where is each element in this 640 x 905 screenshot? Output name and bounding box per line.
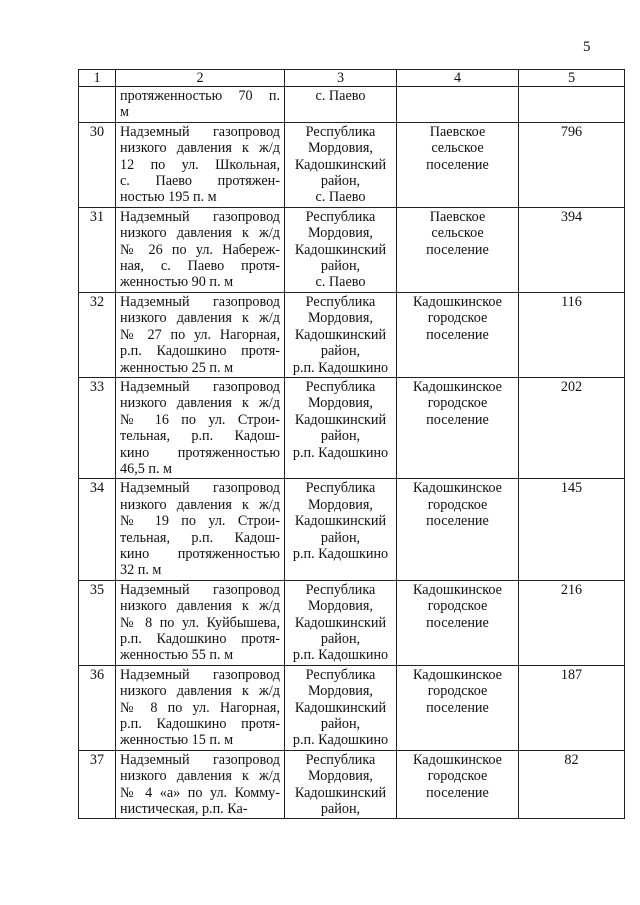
object-location-line: район, <box>320 428 361 445</box>
object-description-line: тельная, р.п. Кадош- <box>120 428 280 445</box>
object-description-line: р.п. Кадошкино протя- <box>120 343 280 360</box>
object-location-line: Республика <box>305 480 376 497</box>
object-location-line: с. Паево <box>315 88 366 104</box>
settlement-line: поселение <box>426 326 489 343</box>
row-number: 37 <box>79 750 116 819</box>
settlement <box>397 377 519 478</box>
object-description <box>116 750 285 819</box>
object-location-line: район, <box>320 258 361 275</box>
object-location <box>285 207 397 292</box>
object-location-line: Мордовия, <box>308 225 373 242</box>
object-description <box>116 87 285 123</box>
object-location <box>285 479 397 580</box>
settlement-line: поселение <box>426 513 489 530</box>
object-description-line: № 8 по ул. Нагорная, <box>120 699 280 716</box>
object-description-line: Надземный газопровод <box>120 751 280 768</box>
row-number: 34 <box>79 479 116 580</box>
object-description-line: № 8 по ул. Куйбышева, <box>120 614 280 631</box>
object-location-line: район, <box>320 529 361 546</box>
row-number <box>79 87 116 123</box>
object-location <box>285 122 397 207</box>
object-location <box>285 377 397 478</box>
object-description-line: р.п. Кадошкино протя- <box>120 631 280 647</box>
object-description-line: 46,5 п. м <box>120 460 173 477</box>
settlement-line: Кадошкинское <box>413 581 502 598</box>
table-row <box>79 292 625 377</box>
object-location-line: Республика <box>305 751 376 768</box>
object-description-line: 32 п. м <box>120 562 162 579</box>
object-location-line: р.п. Кадошкино <box>292 732 389 749</box>
settlement-line: Паевское <box>429 208 486 225</box>
object-location-line: с. Паево <box>315 189 366 206</box>
object-location-line: Кадошкинский <box>294 784 387 801</box>
object-location-line: Республика <box>305 666 376 683</box>
object-description-line: низкого давления к ж/д <box>120 225 280 242</box>
object-description <box>116 580 285 665</box>
settlement-line: сельское <box>431 140 484 157</box>
object-description-line: Надземный газопровод <box>120 480 280 497</box>
header-col-1: 1 <box>79 70 116 87</box>
object-description-line: женностью 90 п. м <box>120 274 234 291</box>
object-description-line: Надземный газопровод <box>120 123 280 140</box>
object-description-line: низкого давления к ж/д <box>120 310 280 327</box>
object-description-line: кино протяженностью <box>120 444 280 461</box>
object-location-line: Кадошкинский <box>294 241 387 258</box>
settlement-line: поселение <box>426 699 489 716</box>
header-col-5: 5 <box>519 70 625 87</box>
object-location-line: Кадошкинский <box>294 513 387 530</box>
settlement <box>397 750 519 819</box>
object-value: 145 <box>519 479 625 580</box>
settlement-line: Паевское <box>429 123 486 140</box>
row-number: 31 <box>79 207 116 292</box>
object-description-line: тельная, р.п. Кадош- <box>120 529 280 546</box>
object-description-line: женностью 55 п. м <box>120 647 234 664</box>
row-number: 32 <box>79 292 116 377</box>
object-location <box>285 87 397 123</box>
object-location <box>285 665 397 750</box>
object-description-line: женностью 15 п. м <box>120 732 234 749</box>
settlement-line: поселение <box>426 241 489 258</box>
object-description-line: Надземный газопровод <box>120 208 280 225</box>
row-number: 30 <box>79 122 116 207</box>
table-row <box>79 122 625 207</box>
object-location-line: Кадошкинский <box>294 699 387 716</box>
settlement <box>397 122 519 207</box>
object-location-line: р.п. Кадошкино <box>292 444 389 461</box>
object-location-line: район, <box>320 716 361 733</box>
settlement-line: Кадошкинское <box>413 666 502 683</box>
settlement-line: Кадошкинское <box>413 293 502 310</box>
object-location-line: район, <box>320 631 361 647</box>
settlement <box>397 87 519 123</box>
object-description-line: № 4 «а» по ул. Комму- <box>120 784 280 801</box>
object-description-line: № 16 по ул. Строи- <box>120 411 280 428</box>
table-header <box>79 70 625 87</box>
object-location-line: Республика <box>305 293 376 310</box>
object-description-line: кино протяженностью <box>120 545 280 562</box>
table-row <box>79 207 625 292</box>
header-row <box>79 70 625 87</box>
settlement-line: Кадошкинское <box>413 378 502 395</box>
object-location-line: район, <box>320 343 361 360</box>
object-value: 796 <box>519 122 625 207</box>
settlement-line: поселение <box>426 411 489 428</box>
table-row <box>79 750 625 819</box>
settlement <box>397 479 519 580</box>
object-location-line: район, <box>320 173 361 190</box>
table-body <box>79 87 625 819</box>
object-location-line: Мордовия, <box>308 598 373 615</box>
object-location-line: Мордовия, <box>308 140 373 157</box>
object-value: 394 <box>519 207 625 292</box>
object-description-line: протяженностью 70 п. <box>120 88 280 104</box>
object-description-line: Надземный газопровод <box>120 581 280 598</box>
object-value: 216 <box>519 580 625 665</box>
header-col-3: 3 <box>285 70 397 87</box>
object-location-line: Мордовия, <box>308 496 373 513</box>
object-location-line: Республика <box>305 208 376 225</box>
object-location-line: Мордовия, <box>308 395 373 412</box>
object-value <box>519 87 625 123</box>
object-location-line: Кадошкинский <box>294 156 387 173</box>
settlement-line: городское <box>427 598 488 615</box>
header-col-4: 4 <box>397 70 519 87</box>
object-value: 202 <box>519 377 625 478</box>
gas-pipeline-registry-table <box>78 69 625 819</box>
settlement <box>397 580 519 665</box>
settlement-line: сельское <box>431 225 484 242</box>
object-description-line: низкого давления к ж/д <box>120 395 280 412</box>
table-row <box>79 479 625 580</box>
object-location <box>285 750 397 819</box>
header-col-2: 2 <box>116 70 285 87</box>
object-description-line: ностью 195 п. м <box>120 189 217 206</box>
object-location-line: Кадошкинский <box>294 614 387 631</box>
object-description-line: № 27 по ул. Нагорная, <box>120 326 280 343</box>
object-location-line: Республика <box>305 581 376 598</box>
object-location-line: р.п. Кадошкино <box>292 545 389 562</box>
object-location-line: район, <box>320 801 361 818</box>
object-description <box>116 292 285 377</box>
object-description-line: низкого давления к ж/д <box>120 140 280 157</box>
object-description-line: женностью 25 п. м <box>120 359 234 376</box>
object-location-line: Кадошкинский <box>294 326 387 343</box>
object-description-line: м <box>120 104 129 121</box>
row-number: 35 <box>79 580 116 665</box>
object-description <box>116 665 285 750</box>
object-value: 82 <box>519 750 625 819</box>
settlement <box>397 665 519 750</box>
object-location-line: Мордовия, <box>308 310 373 327</box>
settlement-line: поселение <box>426 614 489 631</box>
object-description-line: низкого давления к ж/д <box>120 496 280 513</box>
settlement <box>397 292 519 377</box>
object-location-line: Мордовия, <box>308 683 373 700</box>
object-description-line: р.п. Кадошкино протя- <box>120 716 280 733</box>
object-description-line: Надземный газопровод <box>120 378 280 395</box>
table-row <box>79 580 625 665</box>
object-description-line: низкого давления к ж/д <box>120 598 280 615</box>
object-location <box>285 580 397 665</box>
object-location-line: Кадошкинский <box>294 411 387 428</box>
object-description <box>116 479 285 580</box>
object-description <box>116 377 285 478</box>
page-number: 5 <box>583 39 591 55</box>
table-row <box>79 377 625 478</box>
settlement-line: поселение <box>426 784 489 801</box>
object-description-line: Надземный газопровод <box>120 666 280 683</box>
table-row-continuation <box>79 87 625 123</box>
settlement <box>397 207 519 292</box>
object-description-line: ная, с. Паево протя- <box>120 258 280 275</box>
object-location-line: р.п. Кадошкино <box>292 647 389 664</box>
object-value: 187 <box>519 665 625 750</box>
object-location-line: р.п. Кадошкино <box>292 359 389 376</box>
object-description-line: низкого давления к ж/д <box>120 768 280 785</box>
object-location-line: Республика <box>305 378 376 395</box>
object-description-line: нистическая, р.п. Ка- <box>120 801 248 818</box>
object-location-line: с. Паево <box>315 274 366 291</box>
object-description <box>116 122 285 207</box>
object-value: 116 <box>519 292 625 377</box>
settlement-line: городское <box>427 310 488 327</box>
object-description-line: Надземный газопровод <box>120 293 280 310</box>
row-number: 33 <box>79 377 116 478</box>
object-location <box>285 292 397 377</box>
settlement-line: Кадошкинское <box>413 480 502 497</box>
object-location-line: Республика <box>305 123 376 140</box>
settlement-line: поселение <box>426 156 489 173</box>
object-description-line: 12 по ул. Школьная, <box>120 156 280 173</box>
table-row <box>79 665 625 750</box>
settlement-line: городское <box>427 395 488 412</box>
object-description-line: низкого давления к ж/д <box>120 683 280 700</box>
settlement-line: городское <box>427 768 488 785</box>
settlement-line: Кадошкинское <box>413 751 502 768</box>
object-description-line: с. Паево протяжен- <box>120 173 280 190</box>
settlement-line: городское <box>427 496 488 513</box>
object-description-line: № 19 по ул. Строи- <box>120 513 280 530</box>
object-description <box>116 207 285 292</box>
row-number: 36 <box>79 665 116 750</box>
settlement-line: городское <box>427 683 488 700</box>
object-description-line: № 26 по ул. Набереж- <box>120 241 280 258</box>
object-location-line: Мордовия, <box>308 768 373 785</box>
